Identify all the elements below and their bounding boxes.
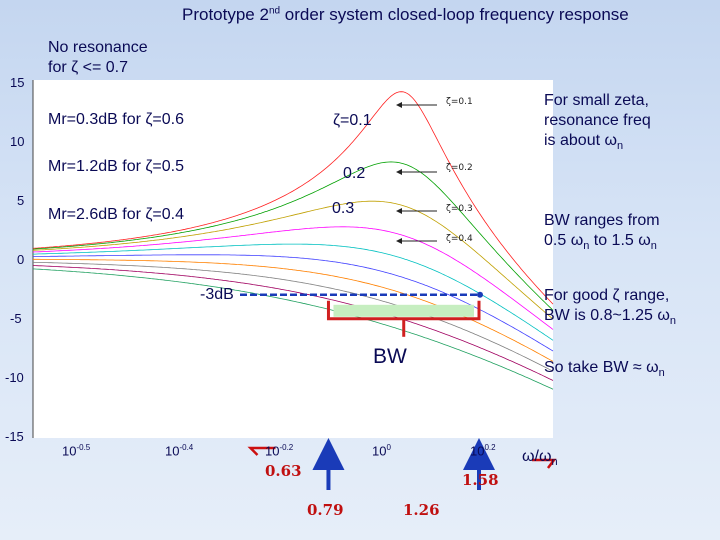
ytick-label: -10 — [5, 370, 24, 385]
freq-value-1.26: 1.26 — [403, 501, 440, 519]
zeta-0.1-label: ζ=0.1 — [333, 112, 372, 129]
mr-note-zeta-0.4: Mr=2.6dB for ζ=0.4 — [48, 206, 185, 223]
curve-label-zeta-0.1: ζ=0.1 — [446, 97, 473, 107]
ytick-label: -15 — [5, 429, 24, 444]
curve-label-zeta-0.3: ζ=0.3 — [446, 204, 473, 214]
bw-range-note: BW ranges from 0.5 $\omega_n$ to 1.5 $\omega_n$ — [544, 212, 660, 253]
curve-label-zeta-0.2: ζ=0.2 — [446, 163, 473, 173]
ytick-label: 10 — [10, 134, 25, 149]
ytick-label: 5 — [17, 193, 25, 208]
minus-3db-label: -3dB — [200, 286, 234, 303]
small-zeta-note: For small zeta, resonance freq is about $\omega_n$ — [544, 92, 651, 153]
good-zeta-note: For good ζ range, BW is 0.8~1.25 $\omega_n$ — [544, 287, 677, 328]
no-resonance-note: No resonance for ζ <= 0.7 — [48, 39, 148, 76]
xtick-label: $10^{-0.2}$ — [265, 443, 294, 459]
page-title: Prototype 2nd order system closed-loop frequency response — [182, 5, 629, 24]
x-axis-label: $\omega/\omega_n$ — [522, 448, 558, 469]
mr-note-zeta-0.6: Mr=0.3dB for ζ=0.6 — [48, 111, 185, 128]
minus-3db-end-dot — [477, 292, 483, 298]
bw-highlight — [333, 305, 474, 317]
xtick-label: $10^{-0.4}$ — [165, 443, 194, 459]
zeta-0.2-label: 0.2 — [343, 165, 366, 182]
bw-label: BW — [373, 345, 407, 368]
freq-value-1.58: 1.58 — [462, 471, 499, 489]
xtick-label: $10^{0.2}$ — [470, 443, 496, 459]
ytick-label: 0 — [17, 252, 25, 267]
ytick-label: -5 — [10, 311, 22, 326]
take-bw-note: So take BW ≈ $\omega_n$ — [544, 359, 665, 380]
plot-area — [33, 80, 553, 438]
ytick-label: 15 — [10, 75, 25, 90]
mr-note-zeta-0.5: Mr=1.2dB for ζ=0.5 — [48, 158, 185, 175]
xtick-label: $10^{-0.5}$ — [62, 443, 91, 459]
xtick-label: $10^0$ — [372, 443, 391, 459]
freq-value-0.63: 0.63 — [265, 462, 302, 480]
zeta-0.3-label: 0.3 — [332, 200, 355, 217]
freq-value-0.79: 0.79 — [307, 501, 344, 519]
curve-label-zeta-0.4: ζ=0.4 — [446, 234, 473, 244]
